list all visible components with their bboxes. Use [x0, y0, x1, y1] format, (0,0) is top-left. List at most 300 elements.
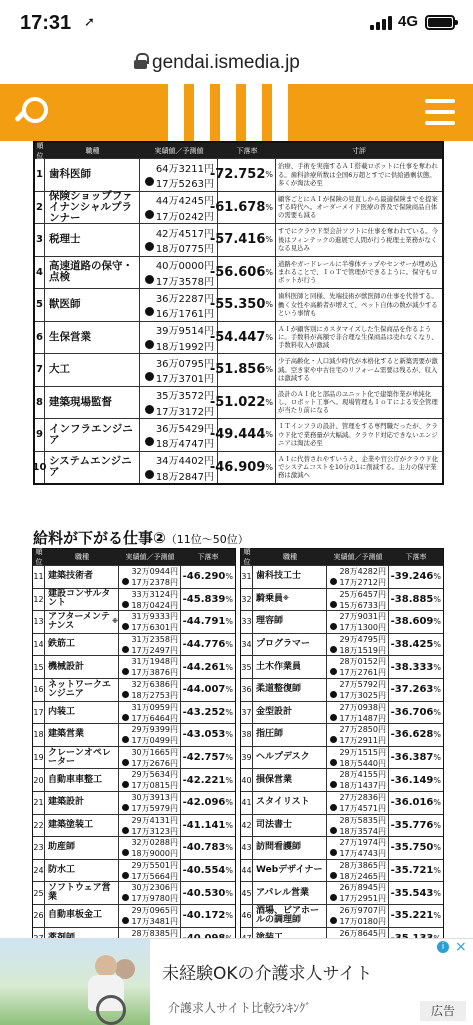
drop-rate-cell	[389, 882, 443, 904]
table-row	[33, 723, 235, 746]
forecast-salary: 17万3025円	[330, 690, 386, 701]
forecast-salary: 17万2911円	[330, 735, 386, 746]
job-cell	[253, 589, 327, 611]
rank-cell: 18	[33, 724, 45, 746]
drop-rate-cell	[181, 724, 235, 746]
salary-cell	[327, 860, 389, 882]
drop-rate-value: -38.425	[390, 639, 434, 651]
actual-salary: 33万3124円	[131, 589, 178, 599]
drop-rate-value: -36.387	[390, 752, 434, 764]
header-note: 寸評	[352, 146, 366, 155]
forecast-salary: 18万0424円	[122, 600, 178, 611]
job-cell	[45, 566, 119, 588]
salary-cell	[119, 769, 181, 791]
comment-cell: 設計のＡＩ化と部品のユニット化で建築作業が単純化し、ロボット工事へ。現場管理もＩｏＴによる安全管理が当たり前になる	[278, 389, 438, 415]
salary-cell	[327, 589, 389, 611]
header-salary: 実績値／予測値	[154, 146, 204, 155]
job-name: クレーンオペレーター	[48, 747, 111, 767]
drop-rate-cell	[181, 905, 235, 927]
job-name: 司法書士	[256, 819, 293, 830]
salary-cell	[140, 322, 218, 354]
rank-cell: 36	[241, 679, 253, 701]
table-row	[35, 191, 442, 224]
forecast-salary: 18万2847円	[145, 468, 214, 483]
table-row	[35, 256, 442, 289]
job-name: ソフトウェア営業	[48, 883, 111, 903]
rank-cell: 44	[241, 860, 253, 882]
job-name: 訪問看護師	[256, 842, 302, 853]
job-name: スタイリスト	[256, 797, 310, 808]
table-row	[33, 678, 235, 701]
rank-cell: 26	[33, 905, 45, 927]
table-row	[241, 814, 443, 837]
actual-salary: 64万3211円	[155, 163, 214, 175]
lock-icon	[134, 53, 147, 69]
rank-cell: 20	[33, 769, 45, 791]
drop-rate-cell	[181, 837, 235, 859]
signal-bars-icon	[370, 16, 394, 30]
salary-cell	[119, 792, 181, 814]
job-cell	[45, 747, 119, 769]
rank-cell: 34	[241, 634, 253, 656]
table-row	[241, 633, 443, 656]
header-salary: 実績値／予測値	[333, 553, 383, 561]
actual-salary: 28万8385円	[131, 928, 178, 938]
actual-salary: 29万5501円	[131, 860, 178, 870]
percent-sign: %	[433, 640, 441, 650]
percent-sign: %	[225, 753, 233, 763]
rank-cell: 19	[33, 747, 45, 769]
job-cell	[253, 611, 327, 633]
job-cell	[253, 769, 327, 791]
job-cell: 獣医師	[45, 289, 140, 321]
actual-salary: 27万2836円	[339, 792, 386, 802]
percent-sign: %	[433, 707, 441, 717]
percent-sign: %	[225, 843, 233, 853]
actual-salary: 31万9333円	[131, 612, 178, 622]
section-title-text: 給料が下がる仕事②	[33, 529, 166, 547]
drop-rate-value: -46.909	[209, 459, 266, 475]
header-salary: 実績値／予測値	[125, 553, 175, 561]
job-cell: システムエンジニア	[45, 452, 140, 484]
percent-sign: %	[225, 866, 233, 876]
drop-rate-cell	[209, 387, 276, 419]
percent-sign: %	[265, 430, 273, 440]
table-row	[241, 836, 443, 859]
percent-sign: %	[225, 640, 233, 650]
job-cell	[45, 589, 119, 611]
table-row	[241, 904, 443, 927]
job-cell	[45, 882, 119, 904]
percent-sign: %	[433, 617, 441, 627]
job-name: 騎乗員	[256, 593, 284, 604]
drop-rate-value: -35.543	[390, 887, 434, 899]
ad-headline[interactable]: 未経験OKの介護求人サイト	[162, 964, 373, 984]
drop-rate-cell	[181, 815, 235, 837]
percent-sign: %	[433, 662, 441, 672]
job-name: アパレル営業	[256, 887, 310, 898]
job-cell	[45, 815, 119, 837]
site-header	[0, 84, 473, 141]
comment-cell: 治療、手術を実施するＡＩ搭載ロボットに仕事を奪われる。歯科診療所数は全国6万超とすでに供給過剰状態。多くが淘汰必至	[278, 162, 438, 187]
drop-rate-value: -44.007	[182, 684, 226, 696]
job-name: 防水工	[48, 865, 76, 876]
forecast-salary: 18万2465円	[330, 871, 386, 882]
footnote-mark: ※	[112, 617, 118, 625]
forecast-salary: 17万3481円	[122, 916, 178, 927]
drop-rate-value: -42.757	[182, 752, 226, 764]
table-row	[241, 881, 443, 904]
job-name: アフターメンテナンス	[48, 611, 110, 631]
job-cell	[45, 634, 119, 656]
table-row	[241, 746, 443, 769]
ad-close-icon[interactable]: ×	[455, 939, 467, 955]
table-row	[241, 768, 443, 791]
comment-cell: 少子高齢化・人口減少時代が本格化すると新築需要が激減。空き家や中古住宅のリフォーム需要は残るが、収入は激減する	[278, 357, 438, 382]
job-name: 歯科技工士	[256, 571, 302, 582]
table-row	[32, 451, 442, 484]
forecast-salary: 17万3701円	[145, 370, 214, 385]
salary-cell	[119, 611, 181, 633]
table-header	[35, 143, 442, 158]
actual-salary: 29万1515円	[339, 747, 386, 757]
percent-sign: %	[225, 617, 233, 627]
percent-sign: %	[225, 888, 233, 898]
drop-rate-cell	[209, 192, 276, 224]
forecast-salary: 17万3172円	[145, 403, 214, 418]
table-row	[35, 288, 442, 321]
percent-sign: %	[225, 820, 233, 830]
job-name: Webデザイナー	[256, 865, 323, 876]
rank-cell: 13	[33, 611, 45, 633]
percent-sign: %	[225, 707, 233, 717]
job-cell	[253, 792, 327, 814]
actual-salary: 35万3572円	[155, 391, 214, 402]
drop-rate-cell	[181, 566, 235, 588]
forecast-salary: 17万5664円	[122, 871, 178, 882]
actual-salary: 28万0152円	[339, 657, 386, 667]
ad-subline[interactable]: 介護求人サイト比較ﾗﾝｷﾝｸﾞ	[168, 1001, 312, 1015]
salary-cell	[140, 257, 218, 289]
job-cell	[45, 837, 119, 859]
actual-salary: 27万0938円	[339, 702, 386, 712]
salary-cell	[140, 224, 218, 256]
salary-cell	[119, 589, 181, 611]
actual-salary: 28万4155円	[339, 770, 386, 780]
ad-banner[interactable]	[0, 938, 473, 1024]
drop-rate-cell	[181, 611, 235, 633]
rank-cell: 45	[241, 882, 253, 904]
salary-cell	[327, 882, 389, 904]
table-row	[35, 223, 442, 256]
drop-rate-cell	[181, 656, 235, 678]
job-cell: 税理士	[45, 224, 140, 256]
drop-rate-value: -55.350	[209, 297, 266, 313]
status-bar	[0, 0, 473, 44]
hamburger-menu-icon[interactable]	[425, 99, 455, 125]
job-name: 建築塗装工	[48, 819, 94, 830]
job-name: 金型設計	[256, 706, 293, 717]
forecast-salary: 17万2951円	[330, 893, 386, 904]
percent-sign: %	[433, 843, 441, 853]
drop-rate-cell	[181, 882, 235, 904]
percent-sign: %	[433, 685, 441, 695]
table-row	[241, 565, 443, 588]
comment-cell: ＩＴインフラの設計、管理をする専門職だったが、クラウド化で業務量が大幅減。クラウド対応できないエンジニアは淘汰必至	[278, 422, 438, 447]
forecast-salary: 16万1761円	[145, 305, 214, 320]
comment-cell: ＡＩが顧客別にカスタマイズした生保商品を作るように。手数料が高額で非合理な生保商品は売れなくなり、手数料収入が激減	[278, 324, 438, 350]
actual-salary: 36万0795円	[155, 358, 214, 370]
table-row	[241, 791, 443, 814]
drop-rate-cell	[389, 747, 443, 769]
comment-cell: すでにクラウド型会計ソフトに仕事を奪われている。今後はフィンテックの進展で人間が行う税理士業務がなくなる見込み	[278, 227, 438, 252]
table-row	[33, 610, 235, 633]
actual-salary: 34万4402円	[155, 456, 214, 467]
drop-rate-cell	[209, 257, 276, 289]
percent-sign: %	[433, 775, 441, 785]
percent-sign: %	[265, 170, 273, 180]
rank-cell: 39	[241, 747, 253, 769]
percent-sign: %	[225, 662, 233, 672]
job-cell	[253, 702, 327, 724]
percent-sign: %	[225, 594, 233, 604]
actual-salary: 27万9031円	[339, 612, 386, 622]
rank-cell: 16	[33, 679, 45, 701]
job-cell	[45, 611, 119, 633]
header-rank: 順位	[35, 548, 43, 566]
battery-icon	[425, 15, 455, 30]
drop-rate-cell	[181, 769, 235, 791]
forecast-salary: 17万0815円	[122, 780, 178, 791]
job-name: 土木作業員	[256, 661, 302, 672]
salary-cell	[140, 419, 218, 451]
job-cell	[45, 769, 119, 791]
drop-rate-cell	[389, 905, 443, 927]
drop-rate-cell	[181, 634, 235, 656]
actual-salary: 32万0288円	[131, 838, 178, 848]
table-row	[33, 881, 235, 904]
forecast-salary: 17万6464円	[122, 713, 178, 724]
drop-rate-cell	[389, 815, 443, 837]
percent-sign: %	[433, 888, 441, 898]
actual-salary: 28万5835円	[339, 815, 386, 825]
ad-image[interactable]	[0, 939, 150, 1025]
job-name: ネットワークエンジニア	[48, 679, 111, 699]
salary-cell	[119, 860, 181, 882]
salary-cell	[327, 792, 389, 814]
rank-cell: 4	[35, 257, 45, 289]
drop-rate-value: -40.530	[182, 887, 226, 899]
job-cell: 大工	[45, 354, 140, 386]
rank-cell: 5	[35, 289, 45, 321]
rank-cell: 3	[35, 224, 45, 256]
drop-rate-value: -36.628	[390, 729, 434, 741]
percent-sign: %	[433, 911, 441, 921]
drop-rate-value: -54.447	[209, 329, 266, 345]
drop-rate-value: -56.606	[209, 264, 266, 280]
job-name: 助産師	[48, 842, 76, 853]
salary-cell	[119, 905, 181, 927]
drop-rate-value: -43.053	[182, 729, 226, 741]
salary-cell	[119, 656, 181, 678]
table-row	[241, 588, 443, 611]
percent-sign: %	[225, 572, 233, 582]
table-row	[33, 904, 235, 927]
search-icon[interactable]	[14, 96, 48, 130]
actual-salary: 31万1948円	[131, 657, 178, 667]
job-name: 柔道整復師	[256, 684, 302, 695]
forecast-salary: 17万1300円	[330, 622, 386, 633]
drop-rate-cell	[389, 724, 443, 746]
job-cell	[45, 860, 119, 882]
actual-salary: 42万4517円	[155, 228, 214, 240]
percent-sign: %	[265, 332, 273, 342]
percent-sign: %	[433, 730, 441, 740]
section-title	[33, 527, 249, 548]
table-row	[33, 633, 235, 656]
actual-salary: 29万5634円	[131, 770, 178, 780]
drop-rate-value: -40.783	[182, 842, 226, 854]
job-cell	[45, 702, 119, 724]
job-name: 機械設計	[48, 661, 85, 672]
drop-rate-cell	[181, 747, 235, 769]
job-cell	[253, 679, 327, 701]
salary-cell	[327, 905, 389, 927]
rank-cell: 6	[35, 322, 45, 354]
header-drop: 下落率	[236, 146, 258, 155]
table-row	[33, 565, 235, 588]
job-name: 内装工	[48, 706, 76, 717]
percent-sign: %	[265, 397, 273, 407]
job-cell: 保険ショップファイナンシャルプランナー	[45, 192, 140, 224]
job-cell: 生保営業	[45, 322, 140, 354]
drop-rate-value: -35.221	[390, 910, 434, 922]
comment-cell: 顧客ごとにＡＩが保険の見直しから最適保険までを提案する時代へ。オーダーメイド医療の普及で保険商品自体の需要も減る	[278, 194, 438, 220]
rank-cell: 1	[35, 159, 45, 191]
forecast-salary: 17万3123円	[122, 826, 178, 837]
comment-cell: ＡＩに代替されやすいうえ、企業や官公庁がクラウド化でシステムコストを10分の1に削減する。主力の保守業務は激減へ	[278, 454, 439, 480]
job-cell: 建築現場監督	[45, 387, 140, 419]
percent-sign: %	[265, 202, 273, 212]
job-cell	[253, 905, 327, 927]
forecast-salary: 17万5263円	[145, 175, 214, 190]
job-name: 建築技術者	[48, 571, 94, 582]
address-bar[interactable]	[0, 44, 473, 84]
ad-label: 広告	[420, 1001, 466, 1021]
job-name: 損保営業	[256, 774, 293, 785]
forecast-salary: 17万0180円	[330, 916, 386, 927]
rank-cell: 43	[241, 837, 253, 859]
drop-rate-cell	[389, 566, 443, 588]
salary-cell	[119, 724, 181, 746]
salary-cell	[327, 837, 389, 859]
job-cell	[253, 837, 327, 859]
table-row	[35, 353, 442, 386]
forecast-salary: 17万2712円	[330, 577, 386, 588]
forecast-salary: 17万1487円	[330, 713, 386, 724]
comment-cell: 道路やガードレールに半導体チップやセンサーが埋め込まれることで、ＩｏＴで管理ができるように。保守もロボットが行う	[278, 259, 438, 285]
ranking-table-11-50	[32, 548, 444, 938]
actual-salary: 29万0965円	[131, 905, 178, 915]
forecast-salary: 17万5979円	[122, 803, 178, 814]
job-name: 酒場、ビアホールの調理師	[256, 905, 320, 925]
footnote-mark: ※	[283, 595, 289, 603]
percent-sign: %	[433, 572, 441, 582]
actual-salary: 30万3913円	[131, 792, 178, 802]
rank-cell: 46	[241, 905, 253, 927]
actual-salary: 26万8645円	[339, 928, 386, 938]
table-column-left	[32, 548, 236, 938]
table-row	[35, 158, 442, 191]
salary-cell	[119, 837, 181, 859]
comment-cell: 歯科医師と同様、先端技術が獣医師の仕事を代替する。働く女性や高齢者が増えて、ペット自体の数が減少するという事情も	[278, 292, 438, 317]
forecast-salary: 17万2497円	[122, 645, 178, 656]
rank-cell: 38	[241, 724, 253, 746]
forecast-salary: 17万0242円	[145, 208, 214, 223]
table-header	[33, 549, 235, 565]
rank-cell: 22	[33, 815, 45, 837]
drop-rate-value: -44.776	[182, 639, 226, 651]
forecast-salary: 18万4747円	[145, 435, 214, 450]
job-name: プログラマー	[256, 639, 311, 650]
drop-rate-cell	[389, 679, 443, 701]
rank-cell: 24	[33, 860, 45, 882]
job-cell	[253, 634, 327, 656]
salary-cell	[119, 679, 181, 701]
rank-cell: 11	[33, 566, 45, 588]
section-subtitle: （11位〜50位）	[165, 533, 249, 546]
drop-rate-value: -35.721	[390, 865, 434, 877]
forecast-salary: 17万9780円	[122, 893, 178, 904]
rank-cell: 15	[33, 656, 45, 678]
job-name: ヘルプデスク	[256, 752, 310, 763]
forecast-salary: 18万5440円	[330, 758, 386, 769]
salary-cell	[119, 882, 181, 904]
url-text[interactable]: gendai.ismedia.jp	[152, 52, 300, 73]
rank-cell: 9	[35, 419, 45, 451]
percent-sign: %	[265, 300, 273, 310]
ad-info-icon[interactable]: i	[437, 941, 449, 953]
percent-sign: %	[433, 820, 441, 830]
drop-rate-value: -51.022	[209, 394, 266, 410]
percent-sign: %	[225, 798, 233, 808]
drop-rate-cell	[209, 419, 276, 451]
drop-rate-value: -38.609	[390, 616, 434, 628]
job-cell	[253, 747, 327, 769]
forecast-salary: 18万1519円	[330, 645, 386, 656]
job-cell	[253, 882, 327, 904]
header-job: 職種	[283, 553, 297, 561]
rank-cell: 31	[241, 566, 253, 588]
site-logo-stripes[interactable]	[168, 84, 298, 141]
drop-rate-value: -51.856	[209, 362, 266, 378]
table-column-right	[240, 548, 444, 938]
table-row	[35, 386, 442, 419]
drop-rate-cell	[389, 837, 443, 859]
salary-cell	[119, 702, 181, 724]
drop-rate-cell	[181, 679, 235, 701]
percent-sign: %	[265, 267, 273, 277]
forecast-salary: 17万3876円	[122, 667, 178, 678]
drop-rate-value: -38.885	[390, 593, 434, 605]
actual-salary: 31万0959円	[131, 702, 178, 712]
rank-cell: 10	[35, 452, 45, 484]
rank-cell: 42	[241, 815, 253, 837]
drop-rate-value: -57.416	[209, 232, 266, 248]
drop-rate-value: -38.333	[390, 661, 434, 673]
drop-rate-cell	[389, 860, 443, 882]
salary-cell	[327, 702, 389, 724]
